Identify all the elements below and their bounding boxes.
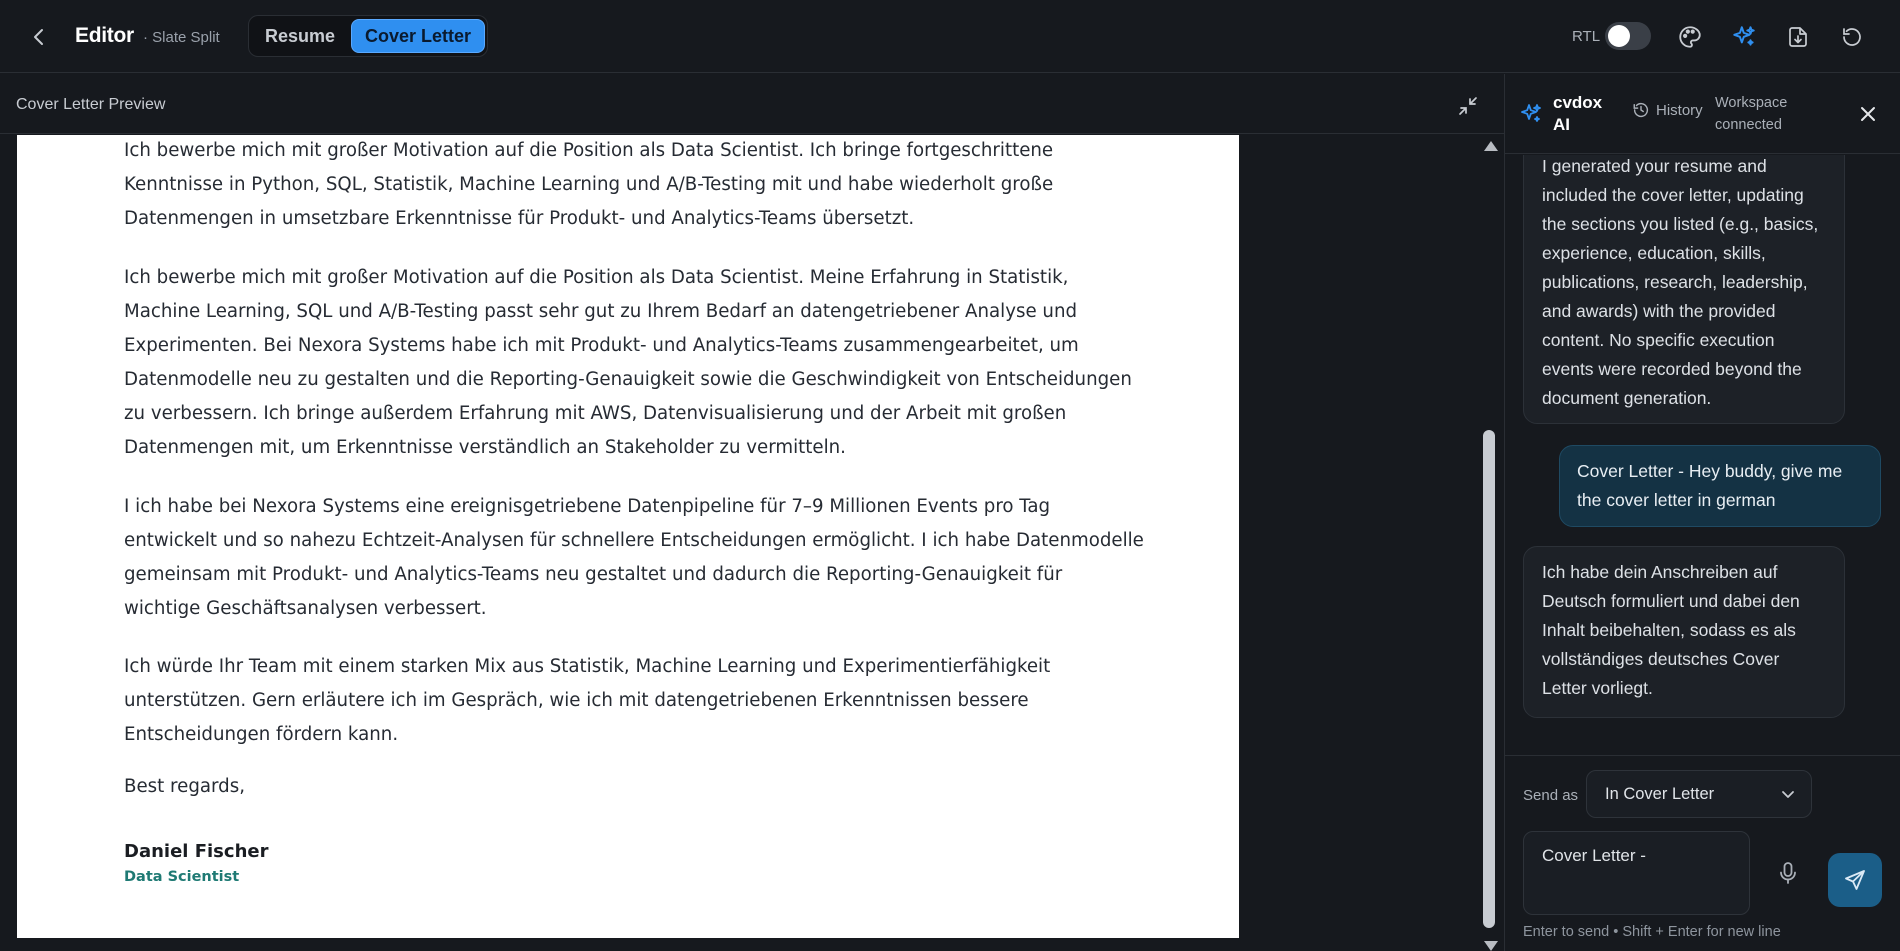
send-icon (1843, 868, 1867, 892)
palette-icon (1677, 24, 1703, 50)
theme-button[interactable] (1675, 22, 1705, 52)
ai-panel (1504, 74, 1900, 951)
send-button[interactable] (1828, 853, 1882, 907)
assistant-message: Ich habe dein Anschreiben auf Deutsch formuliert und dabei den Inhalt beibehalten, sodass es als vollständiges deutsches Cover Letter vorliegt. (1523, 546, 1845, 718)
reset-button[interactable] (1837, 22, 1867, 52)
letter-paragraph: Ich bewerbe mich mit großer Motivation auf die Position als Data Scientist. Meine Erfahrung in Statistik, Machine Learning, SQL und A/B-Testing passt sehr gut zu Ihrem Bedarf an datengetriebener Analyse und Experimenten. Bei Nexora Systems habe ich mit Produkt- und Analytics-Teams zusammengearbeitet, um Datenmodelle neu zu gestalten und die Reporting-Genauigkeit sowie die Geschwindigkeit von Entscheidungen zu verbessern. Ich bringe außerdem Erfahrung mit AWS, Datenvisualisierung und der Arbeit mit großen Datenmengen mit, um Erkenntnisse verständlich an Stakeholder zu vermitteln. (124, 267, 1132, 458)
assistant-message: I generated your resume and included the cover letter, updating the sections you listed (e.g., basics, experience, education, skills, publications, research, leadership, and awards) with the provided content. No specific execution events were recorded beyond the document generation. (1523, 155, 1845, 424)
tab-resume[interactable]: Resume (264, 25, 336, 46)
letter-paragraph: Ich würde Ihr Team mit einem starken Mix aus Statistik, Machine Learning und Experimentierfähigkeit unterstützen. Gern erläutere ich im Gespräch, wie ich mit datengetriebenen Erkenntnissen bessere Entscheidungen fördern kann. (124, 656, 1051, 745)
letter-closing: Best regards, (124, 776, 245, 797)
letter-paragraph: Ich bewerbe mich mit großer Motivation auf die Position als Data Scientist. Ich bringe fortgeschrittene Kenntnisse in Python, SQL, Statistik, Machine Learning und A/B-Testing mit und habe wiederholt große Datenmengen in umsetzbare Erkenntnisse für Produkt- und Analytics-Teams übersetzt. (124, 140, 1054, 229)
chevron-down-icon (1780, 786, 1796, 802)
chat-composer (1505, 755, 1900, 951)
tab-cover-letter[interactable]: Cover Letter (351, 19, 485, 53)
sparkles-icon (1731, 24, 1757, 50)
preview-title: Cover Letter Preview (16, 96, 166, 113)
send-as-select[interactable] (1586, 770, 1812, 818)
ai-assistant-button[interactable] (1729, 22, 1759, 52)
microphone-icon (1778, 861, 1798, 885)
close-icon (1859, 105, 1877, 123)
preview-scrollbar[interactable] (1480, 135, 1498, 951)
rtl-toggle[interactable] (1605, 22, 1651, 50)
input-hint: Enter to send • Shift + Enter for new line (1523, 924, 1781, 940)
sparkles-icon (1519, 102, 1543, 126)
download-icon (1786, 24, 1810, 50)
letter-paragraph: I ich habe bei Nexora Systems eine ereignisgetriebene Datenpipeline für 7–9 Millionen Events pro Tag entwickelt und so nahezu Echtzeit-Analysen für schnellere Entscheidungen ermöglicht. I ich habe Datenmodelle gemeinsam mit Produkt- und Analytics-Teams neu gestaltet und dadurch die Reporting-Genauigkeit für wichtige Geschäftsanalysen verbessert. (124, 496, 1144, 619)
signature-role: Data Scientist (124, 869, 240, 885)
send-as-value: In Cover Letter (1605, 785, 1715, 803)
history-icon (1632, 101, 1650, 119)
mode-switch (248, 15, 488, 57)
ai-panel-header (1505, 74, 1900, 154)
template-name: · Slate Split (143, 29, 220, 46)
minimize-icon (1456, 94, 1480, 118)
scroll-down-arrow[interactable] (1484, 941, 1498, 951)
preview-area (0, 135, 1504, 951)
history-label: History (1656, 101, 1703, 119)
user-message: Cover Letter - Hey buddy, give me the cover letter in german (1559, 445, 1881, 527)
send-as-label: Send as (1523, 787, 1579, 804)
chat-history[interactable] (1505, 155, 1900, 755)
scroll-up-arrow[interactable] (1484, 141, 1498, 151)
rtl-label: RTL (1572, 28, 1601, 45)
chevron-left-icon (32, 27, 46, 47)
top-bar (0, 0, 1900, 73)
voice-input-button[interactable] (1775, 858, 1801, 888)
toggle-knob (1608, 25, 1630, 47)
minimize-button[interactable] (1454, 92, 1482, 120)
reset-icon (1840, 25, 1864, 49)
workspace-status: Workspace connected (1715, 95, 1788, 133)
history-button[interactable] (1632, 101, 1703, 119)
preview-header (0, 74, 1504, 134)
signature-name: Daniel Fischer (124, 841, 269, 862)
close-panel-button[interactable] (1854, 100, 1882, 128)
scroll-thumb[interactable] (1483, 430, 1495, 928)
chat-input[interactable] (1523, 831, 1750, 915)
back-button[interactable] (26, 22, 52, 52)
export-button[interactable] (1783, 22, 1813, 52)
cover-letter-page (17, 135, 1239, 938)
page-title: Editor (75, 24, 134, 47)
ai-panel-title: cvdox AI (1553, 93, 1603, 134)
